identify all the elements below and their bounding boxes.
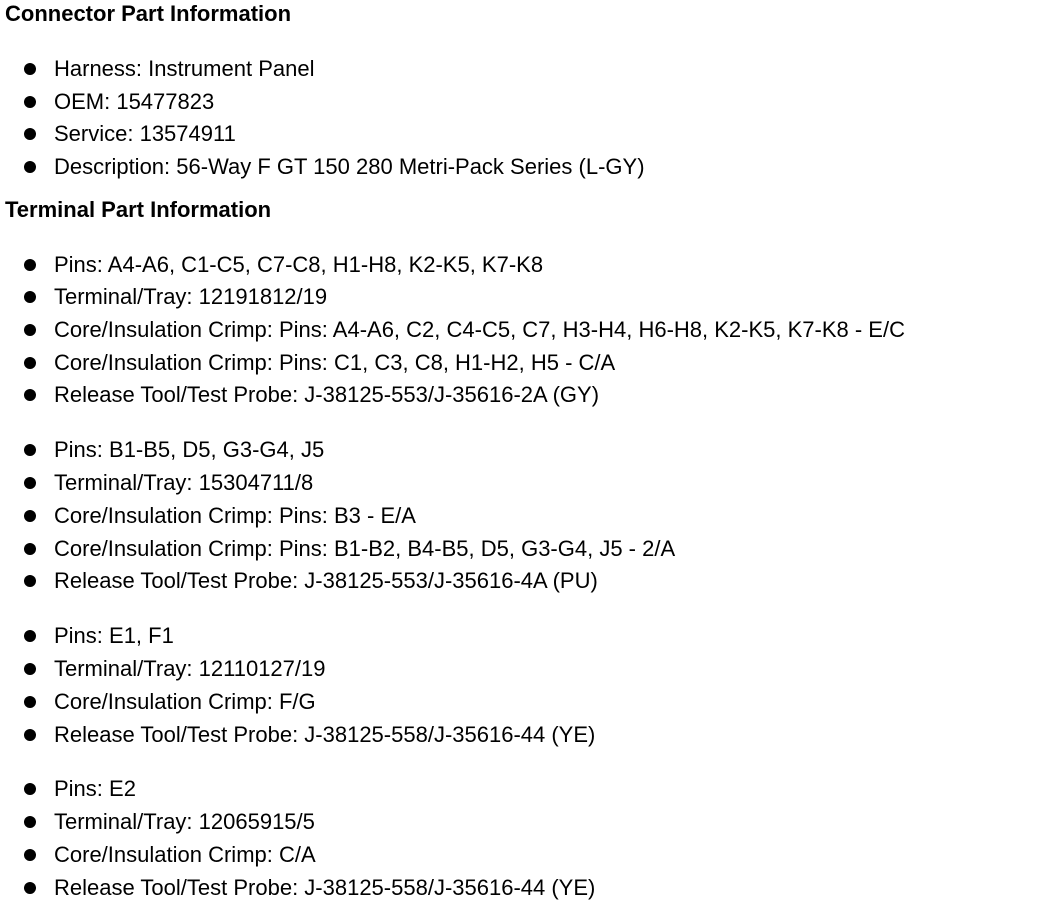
- list-item-text: Core/Insulation Crimp: C/A: [54, 842, 316, 867]
- list-item-text: Pins: A4-A6, C1-C5, C7-C8, H1-H8, K2-K5, K7-K8: [54, 252, 544, 277]
- list-item-text: Core/Insulation Crimp: F/G: [54, 689, 316, 714]
- list-item-text: Pins: E2: [54, 776, 136, 801]
- list-item-text: Release Tool/Test Probe: J-38125-558/J-35616-44 (YE): [54, 722, 596, 747]
- bullet-icon: [24, 161, 36, 173]
- list-item-text: Pins: B1-B5, D5, G3-G4, J5: [54, 437, 325, 462]
- list-item-text: Release Tool/Test Probe: J-38125-553/J-35616-2A (GY): [54, 382, 600, 407]
- list-item-text: Core/Insulation Crimp: Pins: A4-A6, C2, C4-C5, C7, H3-H4, H6-H8, K2-K5, K7-K8 - E/C: [54, 317, 905, 342]
- list-item-text: Terminal/Tray: 15304711/8: [54, 470, 314, 495]
- list-item-text: Terminal/Tray: 12110127/19: [54, 656, 326, 681]
- bullet-icon: [24, 882, 36, 894]
- terminal-heading: Terminal Part Information: [5, 197, 272, 222]
- bullet-icon: [24, 510, 36, 522]
- bullet-icon: [24, 575, 36, 587]
- list-item-text: Core/Insulation Crimp: Pins: B1-B2, B4-B5, D5, G3-G4, J5 - 2/A: [54, 536, 676, 561]
- bullet-icon: [24, 128, 36, 140]
- list-item-text: Service: 13574911: [54, 121, 236, 146]
- list-item-text: OEM: 15477823: [54, 89, 215, 114]
- bullet-icon: [24, 259, 36, 271]
- bullet-icon: [24, 729, 36, 741]
- list-item-text: Terminal/Tray: 12191812/19: [54, 284, 328, 309]
- bullet-icon: [24, 663, 36, 675]
- list-item-text: Core/Insulation Crimp: Pins: C1, C3, C8, H1-H2, H5 - C/A: [54, 350, 616, 375]
- bullet-icon: [24, 96, 36, 108]
- bullet-icon: [24, 630, 36, 642]
- bullet-icon: [24, 444, 36, 456]
- bullet-icon: [24, 389, 36, 401]
- list-item-text: Pins: E1, F1: [54, 623, 174, 648]
- list-item-text: Harness: Instrument Panel: [54, 56, 315, 81]
- bullet-icon: [24, 291, 36, 303]
- list-item-text: Release Tool/Test Probe: J-38125-558/J-35616-44 (YE): [54, 875, 596, 900]
- list-item-text: Terminal/Tray: 12065915/5: [54, 809, 315, 834]
- bullet-icon: [24, 543, 36, 555]
- bullet-icon: [24, 63, 36, 75]
- bullet-icon: [24, 477, 36, 489]
- list-item-text: Description: 56-Way F GT 150 280 Metri-Pack Series (L-GY): [54, 154, 645, 179]
- bullet-icon: [24, 324, 36, 336]
- list-item-text: Release Tool/Test Probe: J-38125-553/J-35616-4A (PU): [54, 568, 598, 593]
- bullet-icon: [24, 357, 36, 369]
- bullet-icon: [24, 849, 36, 861]
- connector-heading: Connector Part Information: [5, 1, 292, 26]
- list-item-text: Core/Insulation Crimp: Pins: B3 - E/A: [54, 503, 416, 528]
- bullet-icon: [24, 783, 36, 795]
- bullet-icon: [24, 696, 36, 708]
- bullet-icon: [24, 816, 36, 828]
